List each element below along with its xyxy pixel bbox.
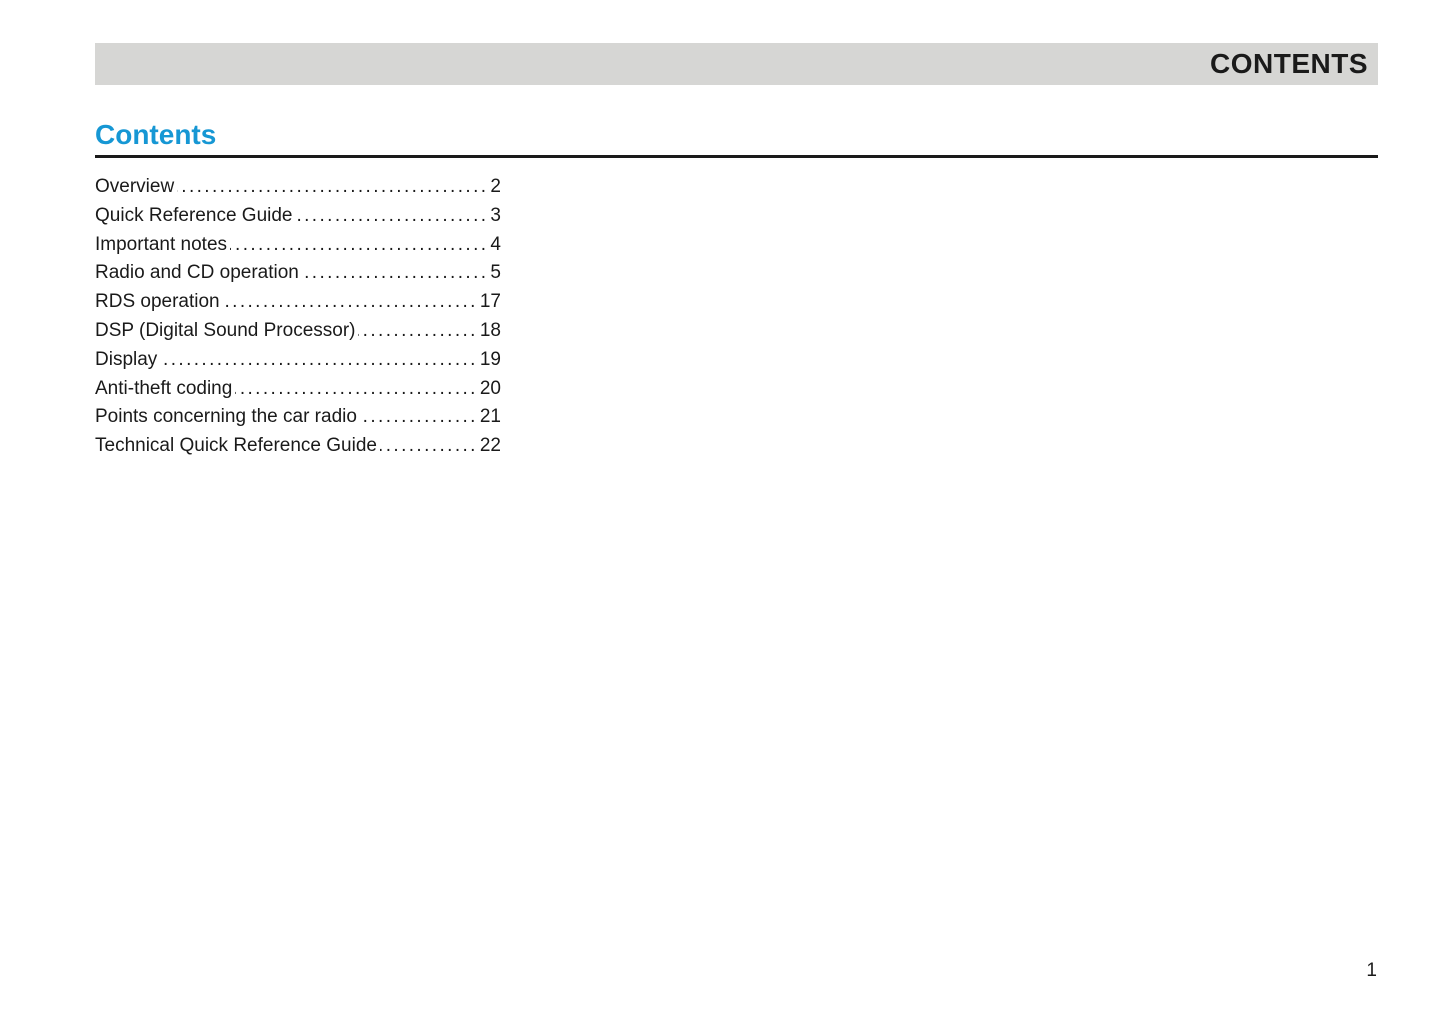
toc-entry-label: Points concerning the car radio (95, 406, 357, 428)
toc-entry-label: Overview (95, 176, 175, 197)
toc-leader-dots (177, 173, 488, 202)
toc-entry-page: 21 (479, 406, 501, 428)
toc-entry-label: Technical Quick Reference Guide (95, 435, 377, 457)
toc-entry (95, 259, 501, 288)
toc-leader-dots (230, 231, 488, 260)
toc-leader-dots (223, 288, 478, 317)
toc-leader-dots (358, 317, 477, 346)
title-rule (95, 155, 1378, 158)
toc-leader-dots (380, 432, 478, 461)
toc-entry-label: Display (95, 348, 158, 370)
toc-entry (95, 202, 501, 231)
toc-leader-dots (302, 259, 489, 288)
toc-entry-page: 17 (479, 291, 501, 313)
toc-entry-label: Anti-theft coding (95, 377, 233, 399)
toc-entry-page: 3 (490, 204, 501, 226)
toc-leader-dots (360, 403, 478, 432)
toc-entry-page: 4 (490, 233, 501, 255)
toc-entry-page: 5 (490, 262, 501, 284)
toc-entry (95, 403, 501, 432)
footer-page-number: 1 (1366, 960, 1377, 981)
toc-leader-dots (296, 202, 489, 231)
toc-entry (95, 173, 501, 202)
toc-entry-page: 20 (479, 377, 501, 399)
page-title: Contents (95, 119, 217, 150)
toc-entry-page: 2 (490, 176, 501, 197)
toc-entry-label: DSP (Digital Sound Processor) (95, 319, 356, 341)
toc-leader-dots (235, 375, 478, 404)
toc-leader-dots (160, 346, 478, 375)
toc-entry (95, 432, 501, 461)
header-bar-label: CONTENTS (1210, 48, 1368, 79)
toc-entry-label: Quick Reference Guide (95, 204, 293, 226)
toc-entry-page: 19 (479, 348, 501, 370)
toc-entry (95, 317, 501, 346)
toc-entry-page: 18 (479, 319, 501, 341)
toc-entry (95, 231, 501, 260)
contents-header-bar (95, 43, 1378, 85)
toc-list (95, 173, 501, 461)
toc-entry (95, 288, 501, 317)
toc-entry-label: Radio and CD operation (95, 262, 299, 284)
toc-entry-page: 22 (479, 435, 501, 457)
toc-entry (95, 375, 501, 404)
toc-entry-label: RDS operation (95, 291, 220, 313)
toc-entry (95, 346, 501, 375)
toc-entry-label: Important notes (95, 233, 228, 255)
